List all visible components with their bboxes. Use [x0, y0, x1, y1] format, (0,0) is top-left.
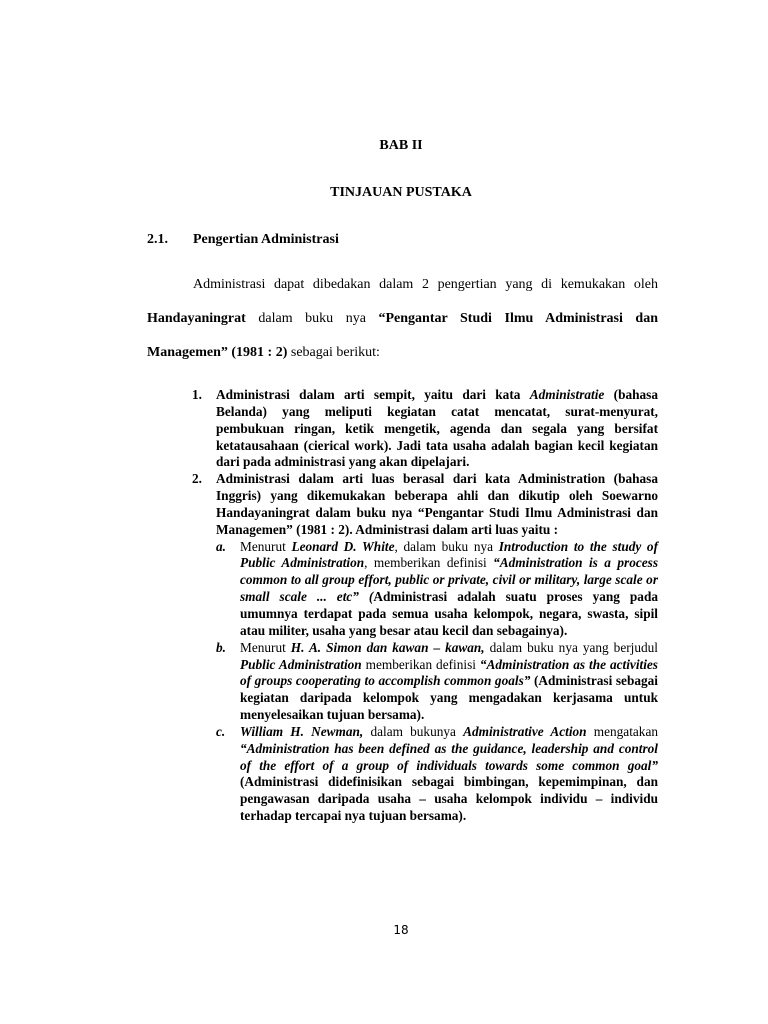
- author-name: Leonard D. White: [291, 538, 395, 554]
- sub-item-text: mengatakan: [586, 723, 658, 739]
- sub-item-text: , memberikan definisi: [364, 555, 494, 571]
- book-title: Public Administration: [240, 656, 362, 672]
- intro-paragraph-line-3: [147, 344, 658, 362]
- author-name: H. A. Simon dan kawan – kawan,: [290, 639, 485, 655]
- list-item: [192, 387, 658, 471]
- list-item: [192, 471, 658, 825]
- section-heading: [147, 231, 339, 249]
- sub-item-letter: c.: [216, 723, 226, 739]
- list-item-text: Administrasi dalam arti sempit, yaitu dari kata: [216, 387, 530, 402]
- sub-list: [216, 539, 658, 825]
- definition-translation: (Administrasi didefinisikan sebagai bimbingan, kepemimpinan, dan pengawasan daripada usaha – usaha kelompok individu – individu terhadap tercapai nya tujuan bersama).: [240, 774, 658, 824]
- page-number: 18: [393, 923, 409, 937]
- definition-quote: “Administration as the activities of groups cooperating to accomplish common goals”: [240, 656, 658, 689]
- section-title: Pengertian Administrasi: [193, 232, 339, 247]
- author-name: William H. Newman,: [240, 723, 364, 739]
- sub-item-letter: a.: [216, 538, 226, 554]
- sub-item-text: memberikan definisi: [361, 656, 480, 672]
- book-title: Administrative Action: [463, 723, 587, 739]
- list-item-term: Administratie: [529, 387, 605, 402]
- sub-item-text: , dalam buku nya: [394, 538, 499, 554]
- intro-paragraph-line-1: Administrasi dapat dibedakan dalam 2 pengertian yang di kemukakan oleh: [193, 277, 658, 292]
- list-item-number: 2.: [192, 471, 202, 487]
- list-item-text-cont: (bahasa Belanda) yang meliputi kegiatan catat mencatat, surat-menyurat, pembukuan ringan, ketik mengetik, agenda dan segala yang bersifat ketatausahaan (cierical work). Jadi tata usaha adalah bagian kecil kegiatan dari pada administrasi yang akan dipelajari.: [216, 387, 658, 470]
- definition-quote: “Administration is a process common to all group effort, public or private, civil or military, large scale or small scale ... etc” (: [240, 555, 658, 605]
- book-title: “Pengantar Studi Ilmu Administrasi dan: [378, 311, 659, 326]
- sub-item-text: Menurut: [240, 639, 291, 655]
- author-name: Handayaningrat: [147, 311, 246, 326]
- sub-item-text: dalam buku nya yang berjudul: [484, 639, 658, 655]
- sub-list-item: [216, 539, 658, 640]
- definition-translation: (Administrasi sebagai kegiatan daripada kelompok yang mengadakan kerjasama untuk menyelesaikan tujuan bersama).: [240, 673, 658, 723]
- list-item-number: 1.: [192, 387, 202, 402]
- sub-item-letter: b.: [216, 639, 226, 655]
- book-title: Introduction to the study of Public Administration: [240, 538, 659, 571]
- chapter-title: TINJAUAN PUSTAKA: [330, 185, 472, 200]
- sub-list-item: [216, 640, 658, 724]
- intro-text: dalam buku nya: [245, 311, 379, 326]
- section-number: 2.1.: [147, 232, 168, 247]
- definition-translation: Administrasi adalah suatu proses yang pada umumnya terdapat pada semua usaha kelompok, negara, swasta, sipil atau militer, usaha yang besar atau kecil dan sebagainya).: [240, 589, 658, 638]
- chapter-number: BAB II: [379, 138, 423, 153]
- intro-paragraph-line-2: [147, 310, 658, 328]
- list-item-text: Administrasi dalam arti luas berasal dari kata Administration (bahasa Inggris) yang dikemukakan beberapa ahli dan dikutip oleh Soewarno Handayaningrat dalam buku nya “Pengantar Studi Ilmu Administrasi dan Managemen” (1981 : 2). Administrasi dalam arti luas yaitu :: [216, 471, 658, 537]
- definition-quote: “Administration has been defined as the guidance, leadership and control of the effort of a group of individuals towards some common goal”: [240, 740, 658, 773]
- definition-list: [192, 387, 658, 825]
- intro-text-end: sebagai berikut:: [287, 345, 380, 360]
- sub-item-text: dalam bukunya: [363, 723, 464, 739]
- sub-list-item: [216, 724, 658, 825]
- sub-item-text: Menurut: [240, 538, 292, 554]
- book-title-cont: Managemen” (1981 : 2): [147, 345, 288, 360]
